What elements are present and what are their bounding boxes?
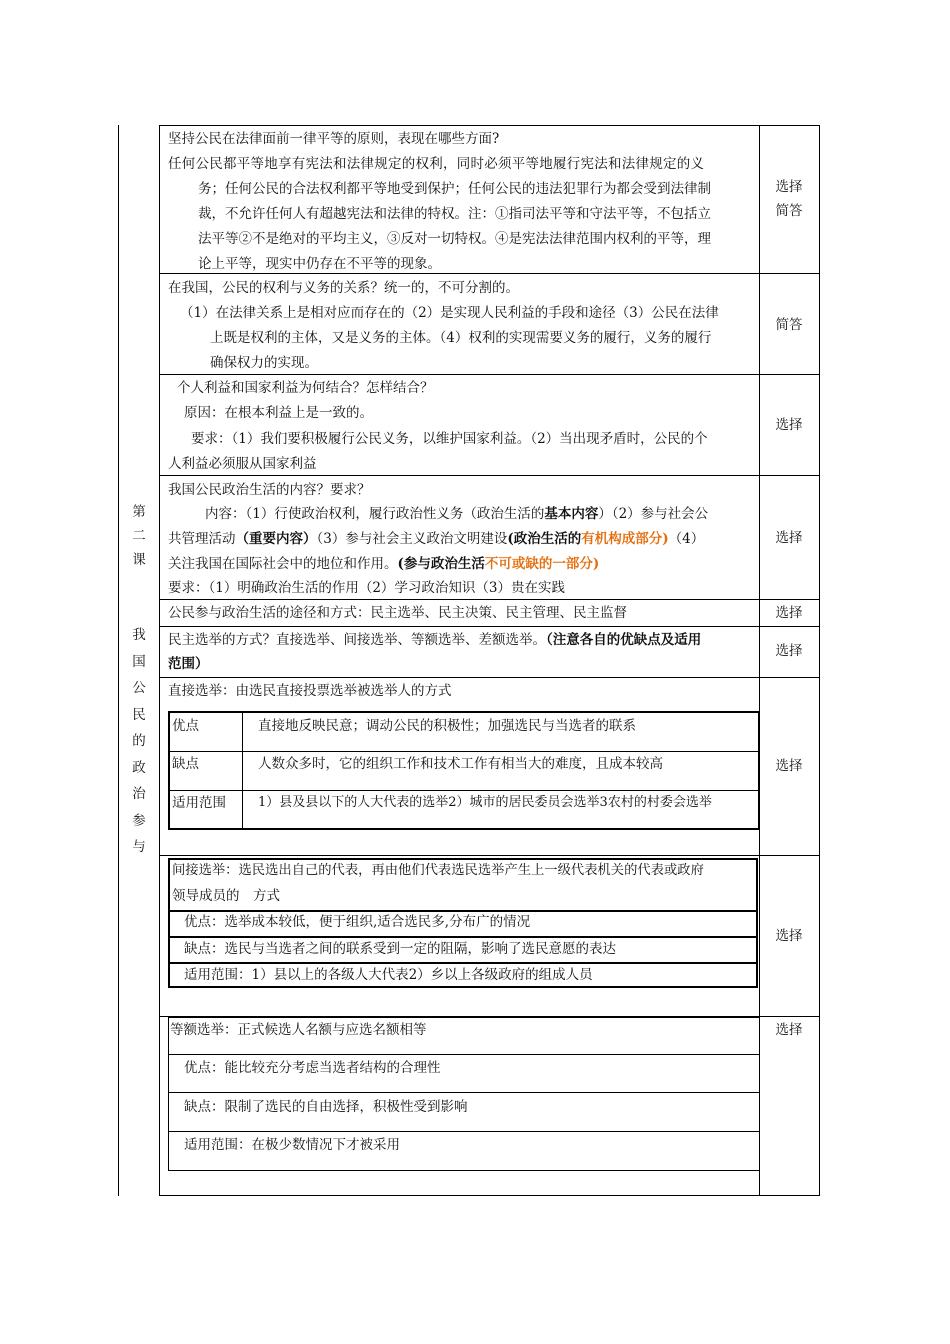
r4-line: 要求：（1）明确政治生活的作用（2）学习政治知识（3）贵在实践: [168, 580, 566, 596]
r5-type: 选择: [775, 605, 803, 621]
lesson-title-char: 民: [132, 706, 146, 723]
r4-text: 内容：（1）行使政治权利，履行政治性义务（政治生活的: [205, 506, 545, 522]
r4-emphasis: 基本内容: [544, 506, 599, 522]
r1-line: 论上平等，现实中仍存在不平等的现象。: [198, 256, 441, 272]
direct-dis-label: 缺点: [172, 756, 199, 772]
r1-line: 务；任何公民的合法权利都平等地受到保护；任何公民的违法犯罪行为都会受到法律制: [198, 181, 711, 197]
table-left-border: [118, 125, 119, 1196]
r9-type: 选择: [775, 1022, 803, 1038]
row-separator: [159, 626, 819, 627]
indirect-dis: 缺点：选民与当选者之间的联系受到一定的阻隔，影响了选民意愿的表达: [184, 941, 616, 957]
inner-row-border: [169, 1054, 759, 1055]
r1-line: 任何公民都平等地享有宪法和法律规定的权利，同时必须平等地履行宪法和法律规定的义: [168, 156, 705, 172]
row-separator: [159, 855, 819, 856]
question-type: 选择: [775, 179, 803, 195]
direct-scope-value: 1）县及县以下的人大代表的选举2）城市的居民委员会选举3农村的村委会选举: [258, 795, 712, 810]
direct-dis-value: 人数众多时，它的组织工作和技术工作有相当大的难度，且成本较高: [258, 756, 663, 772]
r5-text: 公民参与政治生活的途径和方式：民主选举、民主决策、民主管理、民主监督: [168, 605, 627, 621]
direct-adv-value: 直接地反映民意；调动公民的积极性；加强选民与当选者的联系: [258, 718, 636, 734]
r4-highlight: 不可或缺的一部分): [484, 556, 600, 572]
r6-line: [168, 628, 701, 652]
r3-question: 个人利益和国家利益为何结合？怎样结合？: [177, 380, 434, 396]
inner-row-border: [169, 1131, 759, 1132]
inner-row-border: [169, 1092, 759, 1093]
lesson-title-char: 我: [132, 627, 146, 643]
r4-question: 我国公民政治生活的内容？要求？: [168, 482, 371, 498]
r6-emphasis: （注意各自的优缺点及适用: [546, 632, 702, 648]
r3-type: 选择: [775, 417, 803, 433]
r6-type: 选择: [775, 643, 803, 659]
lesson-title-char: 的: [132, 733, 146, 749]
r1-line: 裁，不允许任何人有超越宪法和法律的特权。注：①指司法平等和守法平等，不包括立: [198, 206, 711, 222]
equal-adv: 优点：能比较充分考虑当选者结构的合理性: [184, 1060, 441, 1076]
lesson-title-char: 国: [132, 653, 146, 670]
table-top-border: [159, 125, 819, 126]
direct-adv-label: 优点: [172, 718, 199, 734]
lesson-title-char: 政: [132, 759, 146, 776]
r4-line: [168, 527, 704, 551]
row-separator: [159, 677, 819, 678]
r4-emphasis: （重要内容）: [235, 531, 317, 547]
lesson-title-char: 参: [132, 812, 146, 829]
r4-text: 共管理活动: [168, 531, 236, 547]
lesson-char: 二: [132, 528, 146, 544]
r8-title: 间接选举：选民选出自己的代表，再由他们代表选民选举产生上一级代表机关的代表或政府: [172, 863, 704, 878]
indirect-scope: 适用范围：1）县以上的各级人大代表2）乡以上各级政府的组成人员: [184, 967, 593, 983]
table-bottom-border: [159, 1195, 819, 1196]
r7-type: 选择: [775, 758, 803, 774]
r2-line: （1）在法律关系上是相对应而存在的（2）是实现人民利益的手段和途径（3）公民在法律: [180, 305, 719, 321]
r1-type: [759, 175, 819, 223]
r4-emphasis: (参与政治生活: [397, 556, 485, 572]
lesson-char: 课: [132, 552, 146, 568]
r2-question: 在我国，公民的权利与义务的关系？统一的，不可分割的。: [168, 280, 519, 296]
r4-highlight: 有机构成部分): [581, 531, 669, 547]
r4-text: ）（2）参与社会公: [598, 506, 709, 522]
lesson-label: [126, 500, 152, 572]
r3-line: 要求：（1）我们要积极履行公民义务，以维护国家利益。（2）当出现矛盾时，公民的个: [191, 431, 708, 447]
lesson-title-char: 治: [132, 786, 146, 802]
r3-line: 原因：在根本利益上是一致的。: [184, 405, 373, 421]
content-col-border: [159, 125, 160, 1196]
r9-title: 等额选举：正式候选人名额与应选名额相等: [170, 1022, 427, 1038]
r4-emphasis: (政治生活的: [507, 531, 582, 547]
r4-text: （3）参与社会主义政治文明建设: [316, 531, 508, 547]
r2-line: 上既是权利的主体，又是义务的主体。（4）权利的实现需要义务的履行，义务的履行: [210, 330, 712, 346]
equal-dis: 缺点：限制了选民的自由选择，积极性受到影响: [184, 1099, 468, 1115]
r8-type: 选择: [775, 928, 803, 944]
r4-type: 选择: [775, 530, 803, 546]
lesson-title-char: 公: [132, 680, 146, 696]
r2-type: 简答: [775, 317, 803, 333]
r4-line: [205, 502, 708, 526]
r6-line: 范围）: [168, 656, 209, 672]
r1-line: 法平等②不是绝对的平均主义，③反对一切特权。④是宪法法律范围内权利的平等，理: [198, 231, 711, 247]
direct-scope-label: 适用范围: [172, 795, 226, 811]
lesson-title: [126, 622, 152, 861]
r7-title: 直接选举：由选民直接投票选举被选举人的方式: [168, 683, 452, 699]
r4-text: （4）: [668, 531, 705, 547]
r6-text: 民主选举的方式？直接选举、间接选举、等额选举、差额选举。: [168, 632, 546, 648]
r8-title: 领导成员的 方式: [172, 888, 280, 904]
indirect-adv: 优点：选举成本较低，便于组织,适合选民多,分布广的情况: [184, 914, 531, 930]
r3-line: 人利益必须服从国家利益: [168, 456, 317, 472]
question-type: 简答: [775, 203, 803, 219]
r4-text: 关注我国在国际社会中的地位和作用。: [168, 556, 398, 572]
equal-scope: 适用范围：在极少数情况下才被采用: [184, 1137, 400, 1153]
r1-question: 坚持公民在法律面前一律平等的原则，表现在哪些方面?: [168, 131, 500, 147]
r2-line: 确保权力的实现。: [210, 355, 318, 371]
lesson-title-char: 与: [132, 839, 146, 855]
table-right-border: [819, 125, 820, 1196]
lesson-char: 第: [132, 504, 146, 520]
inner-col-border: [242, 713, 243, 828]
r4-line: [168, 552, 599, 576]
